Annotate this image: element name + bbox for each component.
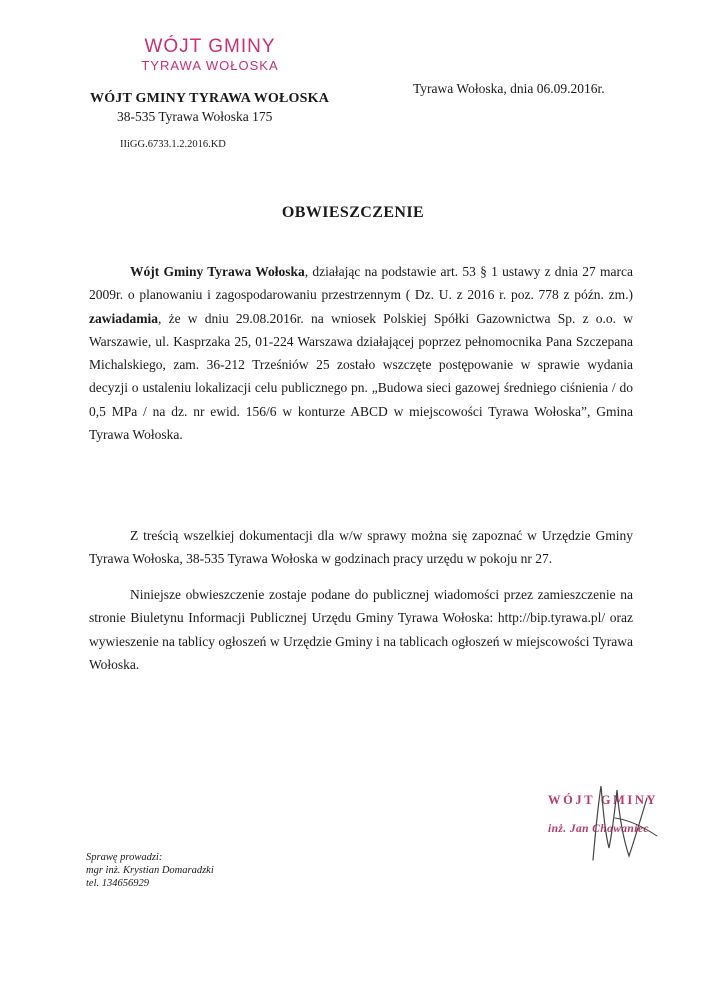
- document-reference: IIiGG.6733.1.2.2016.KD: [120, 139, 226, 150]
- paragraph-documentation-text: Z treścią wszelkiej dokumentacji dla w/w sprawy można się zapoznać w Urzędzie Gminy Tyrawa Wołoska, 38-535 Tyrawa Wołoska w godzinach pracy urzędu w pokoju nr 27.: [89, 528, 633, 567]
- office-address: 38-535 Tyrawa Wołoska 175: [117, 109, 273, 124]
- stamp-line-2: TYRAWA WOŁOSKA: [141, 58, 279, 73]
- signature-stamp-name: inż. Jan Chowaniec: [548, 823, 649, 835]
- contact-heading: Sprawę prowadzi:: [86, 852, 163, 863]
- paragraph-notice-text-1: , działając na podstawie art. 53 § 1 ustawy z dnia 27 marca 2009r. o planowaniu i zagospodarowaniu przestrzennym ( Dz. U. z 2016 r. poz. 778 z późn. zm.): [89, 264, 633, 303]
- place-and-date: Tyrawa Wołoska, dnia 06.09.2016r.: [413, 81, 605, 96]
- authority-name: Wójt Gminy Tyrawa Wołoska: [130, 264, 305, 279]
- handwritten-signature: [585, 778, 665, 868]
- contact-phone: tel. 134656929: [86, 878, 149, 889]
- office-stamp-top: [140, 36, 280, 73]
- stamp-line-1: WÓJT GMINY: [144, 36, 276, 57]
- paragraph-publication: [89, 583, 633, 676]
- contact-person: mgr inż. Krystian Domaradzki: [86, 865, 214, 876]
- office-name: WÓJT GMINY TYRAWA WOŁOSKA: [90, 91, 330, 106]
- signature-stamp-title: WÓJT GMINY: [548, 793, 659, 807]
- contact-info: [86, 851, 214, 890]
- paragraph-publication-text: Niniejsze obwieszczenie zostaje podane do publicznej wiadomości przez zamieszczenie na stronie Biuletynu Informacji Publicznej Urzędu Gminy Tyrawa Wołoska: http://bip.tyrawa.pl/ oraz wywieszenie na tablicy ogłoszeń w Urzędzie Gminy i na tablicach ogłoszeń w miejscowości Tyrawa Wołoska.: [89, 587, 633, 672]
- document-title: OBWIESZCZENIE: [281, 204, 425, 221]
- paragraph-documentation: [89, 524, 633, 571]
- paragraph-notice-text-2: , że w dniu 29.08.2016r. na wniosek Polskiej Spółki Gazownictwa Sp. z o.o. w Warszawie, ul. Kasprzaka 25, 01-224 Warszawa działającej poprzez pełnomocnika Pana Szczepana Michalskiego, zam. 36-212 Trześniów 25 zostało wszczęte postępowanie w sprawie wydania decyzji o ustaleniu lokalizacji celu publicznego pn. „Budowa sieci gazowej średniego ciśnienia / do 0,5 MPa / na dz. nr ewid. 156/6 w konturze ABCD w miejscowości Tyrawa Wołoska”, Gmina Tyrawa Wołoska.: [89, 310, 633, 443]
- notify-word: zawiadamia: [89, 310, 158, 326]
- paragraph-notice: [89, 260, 633, 446]
